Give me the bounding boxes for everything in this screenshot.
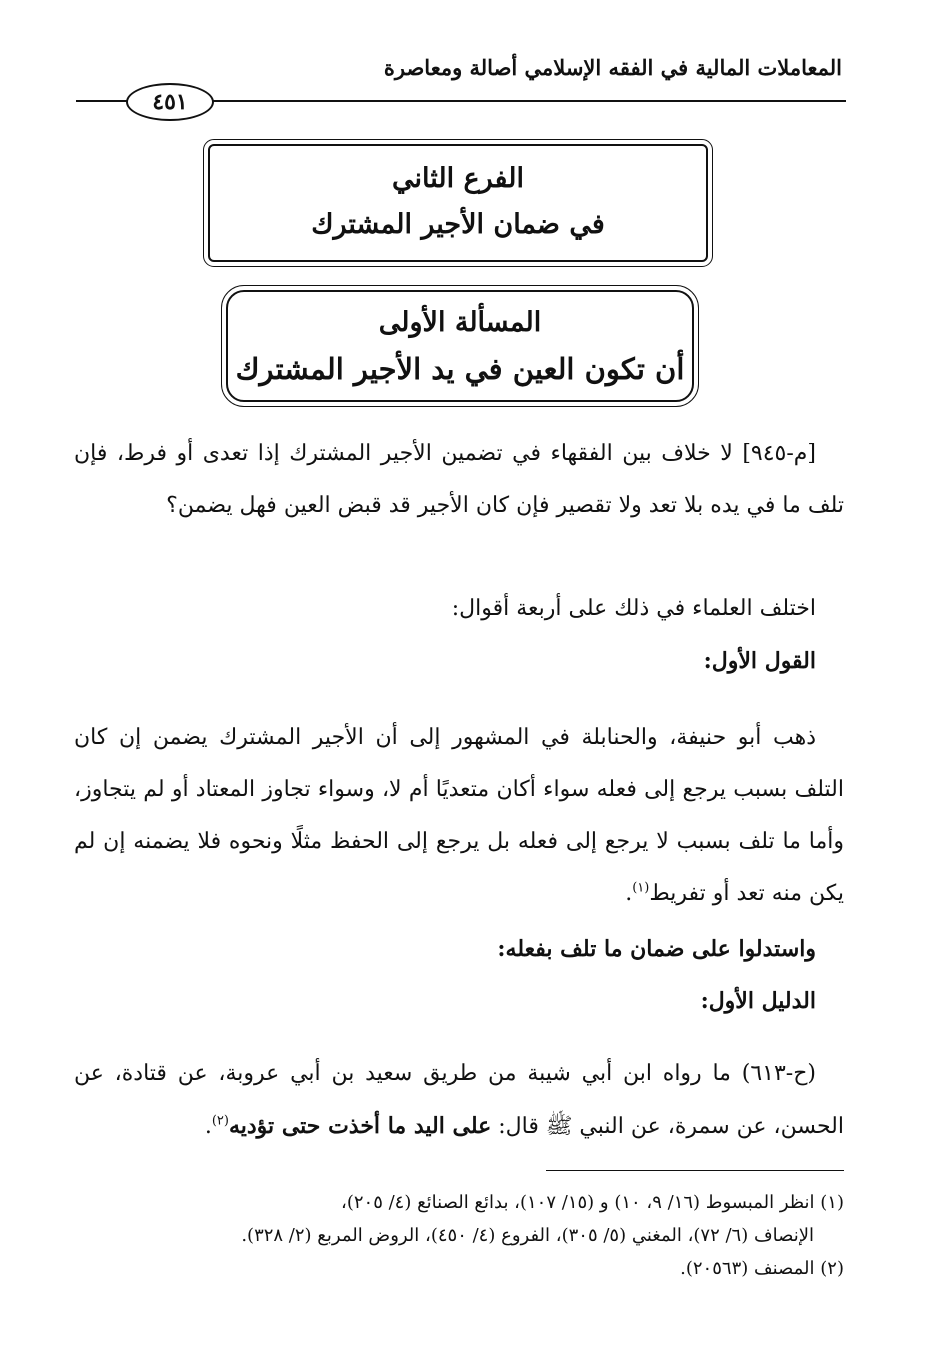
footnote-ref-1[interactable]: (١) (632, 880, 650, 896)
question-title: المسألة الأولى (378, 307, 542, 338)
first-opinion-block (74, 712, 844, 920)
hadith-intro: (ح-٦١٣) ما رواه ابن أبي شيبة من طريق سعيد بن أبي عروبة، عن قتادة، عن الحسن، عن سمرة، عن النبي ﷺ قال: (74, 1061, 844, 1139)
footnote-1-line-2: الإنصاف (٦/ ٧٢)، المغني (٥/ ٣٠٥)، الفروع (٤/ ٤٥٠)، الروض المربع (٢/ ٣٢٨). (241, 1225, 814, 1246)
section-subtitle: في ضمان الأجير المشترك (311, 209, 605, 240)
evidence-block (74, 923, 844, 1027)
footnotes (74, 1186, 844, 1285)
first-opinion-text: ذهب أبو حنيفة، والحنابلة في المشهور إلى أن الأجير المشترك يضمن إن كان التلف بسبب يرجع إلى فعله سواء أكان متعديًا أم لا، وسواء تجاوز المعتاد أو لم يتجاوز، وأما ما تلف بسبب لا يرجع إلى فعله بل يرجع إلى الحفظ مثلًا ونحوه فلا يضمنه إن لم يكن منه تعد أو تفريط (74, 725, 844, 906)
intro-block (74, 428, 844, 532)
first-opinion-end: . (625, 881, 633, 906)
question-subtitle: أن تكون العين في يد الأجير المشترك (235, 352, 685, 386)
first-opinion-paragraph (74, 712, 844, 920)
evidence-heading: واستدلوا على ضمان ما تلف بفعله: (497, 936, 816, 962)
page-number: ٤٥١ (126, 83, 214, 121)
first-proof-heading: الدليل الأول: (700, 988, 816, 1014)
footnote-1-line-1: (١) انظر المبسوط (١٦/ ٩، ١٠) و (١٥/ ١٠٧)، بدائع الصنائع (٤/ ٢٠٥)، (341, 1192, 844, 1213)
intro-paragraph: [م-٩٤٥] لا خلاف بين الفقهاء في تضمين الأجير المشترك إذا تعدى أو فرط، فإن تلف ما في يده بلا تعد ولا تقصير فإن كان الأجير قد قبض العين فهل يضمن؟ (74, 441, 844, 518)
question-heading-box (226, 290, 694, 402)
first-opinion-heading: القول الأول: (703, 648, 816, 674)
hadith-block (74, 1048, 844, 1153)
hadith-text: على اليد ما أخذت حتى تؤديه (228, 1113, 492, 1139)
disagreement-line: اختلف العلماء في ذلك على أربعة أقوال: (451, 596, 816, 621)
hadith-paragraph (74, 1048, 844, 1153)
footnote-separator (546, 1170, 844, 1171)
section-title: الفرع الثاني (392, 163, 524, 194)
running-title: المعاملات المالية في الفقه الإسلامي أصالة ومعاصرة (383, 55, 842, 80)
hadith-end: . (204, 1114, 212, 1139)
section-heading-box (208, 144, 708, 262)
footnote-ref-2[interactable]: (٢) (211, 1113, 229, 1129)
disagreement-block (74, 583, 844, 687)
footnote-2: (٢) المصنف (٢٠٥٦٣). (680, 1258, 844, 1279)
